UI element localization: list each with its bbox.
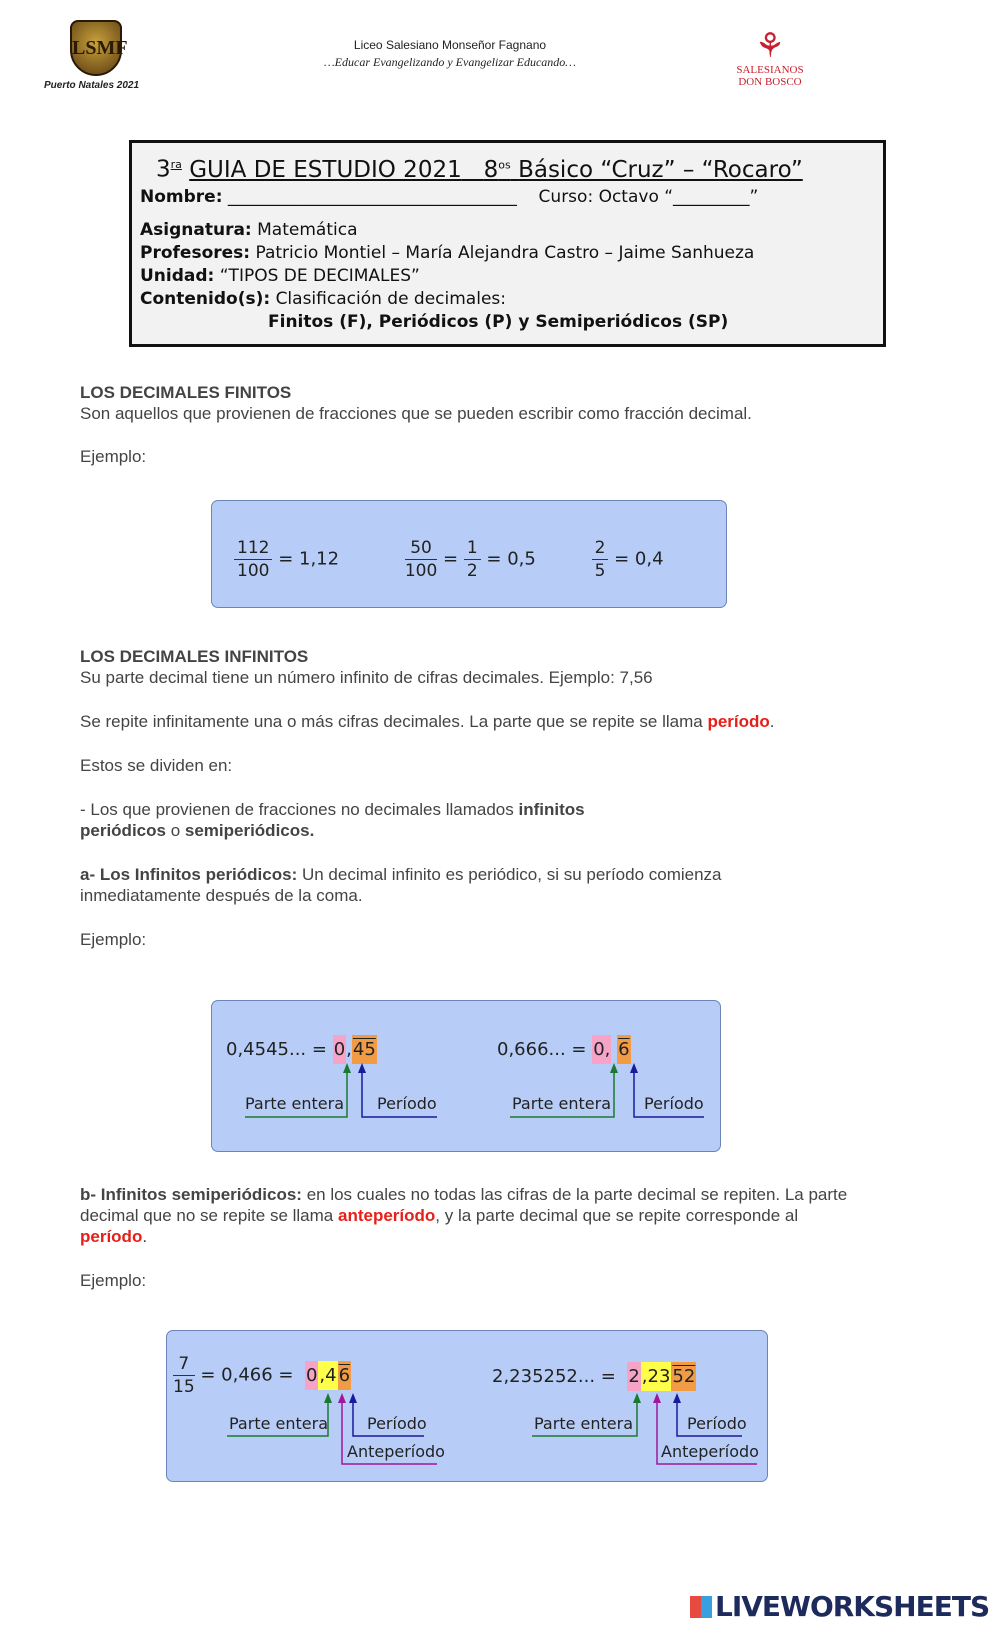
list-text: - Los que provienen de fracciones no decimales llamados infinitos periódicos o semiperiódicos.	[80, 800, 585, 840]
example-1: $\frac{7}{15}$ = 0,466 = 0 ,4 6	[173, 1354, 351, 1397]
school-motto: …Educar Evangelizando y Evangelizar Educando…	[324, 55, 576, 69]
semiperiodicos-example-box	[166, 1330, 768, 1482]
periodicos-example-box	[211, 1000, 721, 1152]
repeat-text: Se repite infinitamente una o más cifras decimales. La parte que se repite se llama período.	[80, 712, 775, 731]
periodo-label: Período	[367, 1414, 427, 1433]
school-name: Liceo Salesiano Monseñor Fagnano	[353, 38, 547, 52]
finitos-section	[80, 382, 880, 467]
profesores-row: Profesores: Patricio Montiel – María Alejandra Castro – Jaime Sanhueza	[140, 242, 755, 263]
fraction: $\frac{112}{100}$	[234, 537, 272, 582]
infinitos-heading: LOS DECIMALES INFINITOS	[80, 647, 309, 666]
people-icon: ⚘	[754, 27, 786, 65]
finitos-text: Son aquellos que provienen de fracciones que se pueden escribir como fracción decimal.	[80, 404, 752, 423]
school-crest-logo: LSMF	[70, 20, 122, 76]
contenido-detail: Finitos (F), Periódicos (P) y Semiperiódicos (SP)	[268, 311, 729, 332]
guide-title: $3^{ra}$ GUIA DE ESTUDIO 2021 $8^{os}$ Básico “Cruz” – “Rocaro”	[156, 156, 803, 183]
infinitos-section	[80, 646, 880, 950]
fraction: $\frac{50}{100}$	[404, 538, 438, 581]
example-2: 2,235252... = 2 ,23 52	[492, 1362, 696, 1391]
semi-text: b- Infinitos semiperiódicos: en los cuales no todas las cifras de la parte decimal se repiten. La parte decimal que no se repite se llama anteperíodo, y la parte decimal que se repite corresponde al período.	[80, 1185, 848, 1246]
example-label: Ejemplo:	[80, 447, 147, 466]
parte-entera-label: Parte entera	[512, 1094, 611, 1113]
infinitos-text: Su parte decimal tiene un número infinito de cifras decimales. Ejemplo: 7,56	[80, 668, 653, 687]
contenido-row: Contenido(s): Clasificación de decimales:	[140, 288, 506, 309]
fraction: $\frac{2}{5}$	[592, 537, 609, 582]
pointer-arrows	[212, 1001, 722, 1153]
liveworksheets-logo: LIVEWORKSHEETS	[690, 1590, 989, 1623]
periodo-label: Período	[687, 1414, 747, 1433]
example-label: Ejemplo:	[80, 1271, 147, 1290]
finitos-example-box: $\frac{112}{100}$ = 1,12 $\frac{50}{100}$ = $\frac{1}{2}$ = 0,5 $\frac{2}{5}$ = 0,4	[211, 500, 727, 608]
semiperiodicos-section	[80, 1184, 880, 1291]
example-2: 0,666... = 0, 6	[497, 1035, 631, 1064]
unidad-row: Unidad: “TIPOS DE DECIMALES”	[140, 265, 420, 286]
periodicos-text: a- Los Infinitos periódicos: Un decimal infinito es periódico, si su período comienza inmediatamente después de la coma.	[80, 865, 722, 905]
anteperiodo-label: Anteperíodo	[347, 1442, 445, 1461]
fraction: $\frac{1}{2}$	[464, 537, 481, 582]
parte-entera-label: Parte entera	[245, 1094, 344, 1113]
divide-text: Estos se dividen en:	[80, 756, 233, 775]
periodo-label: Período	[644, 1094, 704, 1113]
anteperiodo-label: Anteperíodo	[661, 1442, 759, 1461]
location-year: Puerto Natales 2021	[44, 80, 140, 91]
guide-info-box	[129, 140, 886, 347]
salesianos-logo: ⚘ SALESIANOS DON BOSCO	[725, 28, 815, 88]
example-label: Ejemplo:	[80, 930, 147, 949]
periodo-label: Período	[377, 1094, 437, 1113]
liveworksheets-icon	[690, 1596, 712, 1618]
nombre-field[interactable]: Nombre: __________________________________ Curso: Octavo “_________”	[140, 186, 759, 207]
parte-entera-label: Parte entera	[534, 1414, 633, 1433]
finitos-heading: LOS DECIMALES FINITOS	[80, 383, 292, 402]
example-1: 0,4545... = 0,45	[226, 1035, 377, 1064]
asignatura-row: Asignatura: Matemática	[140, 219, 358, 240]
parte-entera-label: Parte entera	[229, 1414, 328, 1433]
